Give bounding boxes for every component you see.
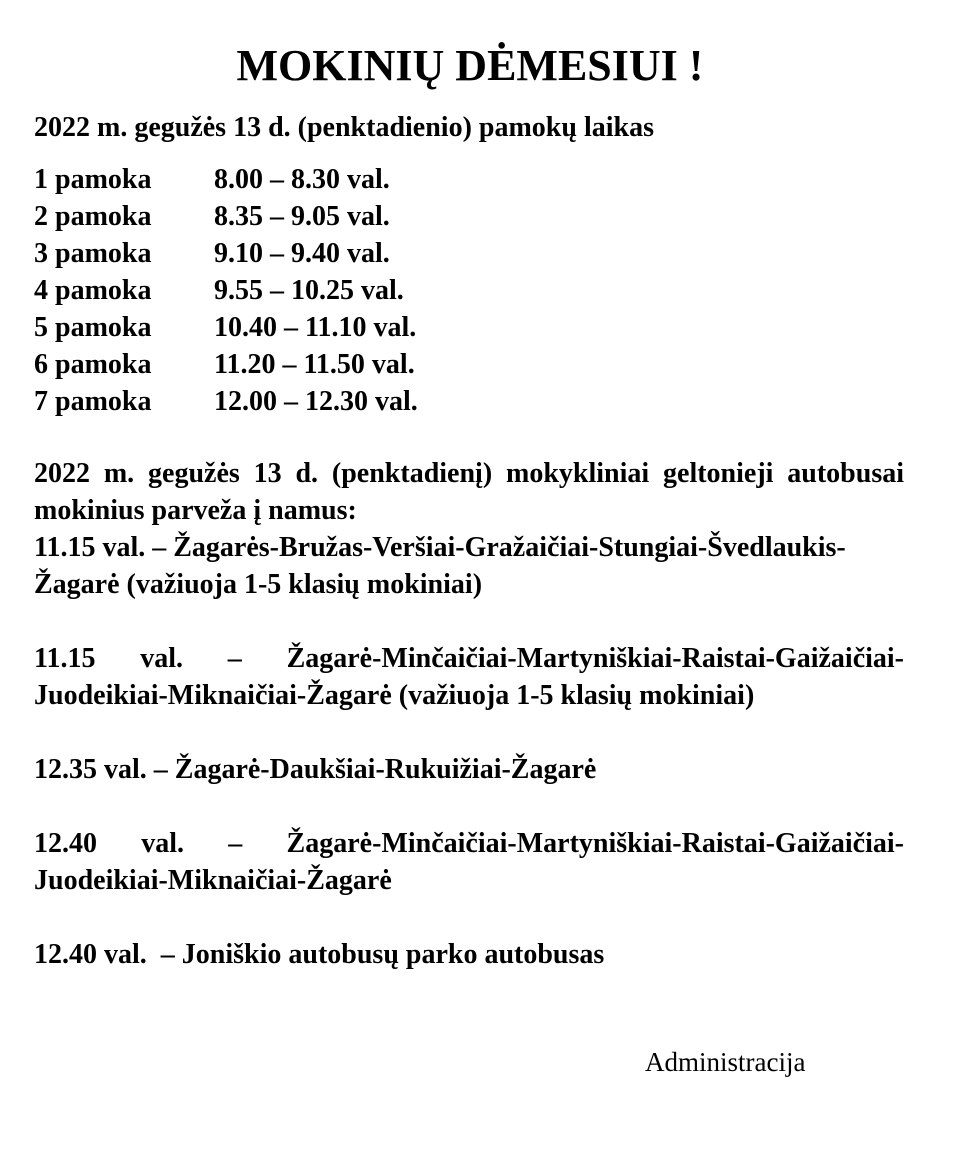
- signature: Administracija: [645, 1047, 806, 1077]
- notice-title: MOKINIŲ DĖMESIUI !: [236, 41, 704, 90]
- bus-route: [34, 529, 904, 603]
- lesson-schedule: [34, 161, 418, 420]
- lesson-time: 10.40 – 11.10 val.: [214, 312, 417, 343]
- lesson-time: 8.35 – 9.05 val.: [214, 201, 390, 232]
- lesson-row: [34, 198, 418, 235]
- lesson-label: 6 pamoka: [34, 349, 152, 380]
- bus-route-line1: 12.40 val. – Joniškio autobusų parko autobusas: [34, 939, 605, 970]
- lesson-label: 2 pamoka: [34, 201, 152, 232]
- lesson-row: [34, 161, 418, 198]
- lesson-row: [34, 272, 418, 309]
- lesson-time: 8.00 – 8.30 val.: [214, 164, 390, 195]
- lesson-row: [34, 346, 418, 383]
- lesson-row: [34, 309, 418, 346]
- bus-route-line2: Žagarė (važiuoja 1-5 klasių mokiniai): [34, 569, 483, 600]
- bus-route-line1: 12.35 val. – Žagarė-Daukšiai-Rukuižiai-Žagarė: [34, 754, 597, 785]
- lesson-time: 9.10 – 9.40 val.: [214, 238, 390, 269]
- bus-schedule: [34, 455, 904, 973]
- lesson-label: 3 pamoka: [34, 238, 152, 269]
- lesson-label: 5 pamoka: [34, 312, 152, 343]
- bus-route-line2: Juodeikiai-Miknaičiai-Žagarė: [34, 865, 392, 896]
- lesson-label: 7 pamoka: [34, 386, 152, 417]
- lesson-time: 12.00 – 12.30 val.: [214, 386, 418, 417]
- bus-route: [34, 936, 904, 973]
- lesson-time: 9.55 – 10.25 val.: [214, 275, 404, 306]
- bus-route: [34, 640, 904, 714]
- lesson-label: 1 pamoka: [34, 164, 152, 195]
- bus-route-line1: 12.40 val. – Žagarė-Minčaičiai-Martyniškiai-Raistai-Gaižaičiai-: [34, 828, 904, 859]
- bus-route-line2: Juodeikiai-Miknaičiai-Žagarė (važiuoja 1-5 klasių mokiniai): [34, 680, 755, 711]
- bus-intro: 2022 m. gegužės 13 d. (penktadienį) mokykliniai geltonieji autobusai mokinius parveža į namus:: [34, 458, 904, 526]
- bus-route: [34, 825, 904, 899]
- lesson-time: 11.20 – 11.50 val.: [214, 349, 415, 380]
- lesson-row: [34, 383, 418, 420]
- bus-route: [34, 751, 904, 788]
- schedule-heading: 2022 m. gegužės 13 d. (penktadienio) pamokų laikas: [34, 112, 654, 143]
- lesson-label: 4 pamoka: [34, 275, 152, 306]
- bus-route-line1: 11.15 val. – Žagarės-Bružas-Veršiai-Gražaičiai-Stungiai-Švedlaukis-: [34, 532, 846, 563]
- bus-route-line1: 11.15 val. – Žagarė-Minčaičiai-Martyniškiai-Raistai-Gaižaičiai-: [34, 643, 904, 674]
- lesson-row: [34, 235, 418, 272]
